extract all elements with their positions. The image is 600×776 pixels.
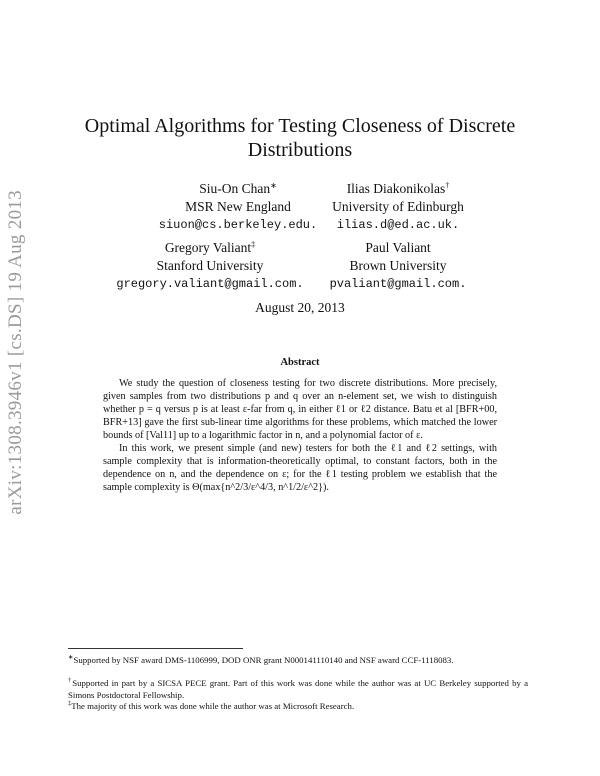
- author-block: [278, 177, 518, 234]
- author-name: Gregory Valiant‡: [164, 240, 256, 255]
- footnote-text: The majority of this work was done while the author was at Microsoft Research.: [71, 701, 355, 711]
- footnote-mark: †: [68, 677, 73, 684]
- author-email: gregory.valiant@gmail.com.: [116, 277, 304, 291]
- abstract-paragraph: We study the question of closeness testing for two discrete distributions. More precisely, given samples from two distributions p and q over an n-element set, we wish to distinguish whether p = q versus p is at least ε-far from q, in either ℓ1 or ℓ2 distance. Batu et al [BFR+00, BFR+13] gave the first sub-linear time algorithms for these problems, which matched the lower bounds of [Val11] up to a logarithmic factor in n, and a polynomial factor of ε.: [103, 378, 497, 441]
- author-affiliation: MSR New England: [185, 199, 291, 214]
- arxiv-id: arXiv:1308.3946v1 [cs.DS] 19 Aug 2013: [5, 190, 26, 515]
- title-line-1: Optimal Algorithms for Testing Closeness of Discrete: [84, 115, 516, 137]
- author-name: Siu-On Chan∗: [199, 181, 277, 196]
- abstract-paragraph: In this work, we present simple (and new) testers for both the ℓ1 and ℓ2 settings, with sample complexity that is information-theoretically optimal, to constant factors, both in the dependence on n, and the dependence on ε; for the ℓ1 testing problem we establish that the sample complexity is Θ(max{n^2/3/ε^4/3, n^1/2/ε^2}).: [103, 443, 497, 493]
- author-affiliation: University of Edinburgh: [332, 199, 464, 214]
- author-email: ilias.d@ed.ac.uk.: [336, 218, 460, 232]
- footnote-text: Supported by NSF award DMS-1106999, DOD ONR grant N000141110140 and NSF award CCF-1118083.: [73, 655, 454, 665]
- footnote: [68, 652, 528, 667]
- author-email: siuon@cs.berkeley.edu.: [158, 218, 318, 232]
- footnote: [68, 698, 528, 713]
- paper-title: [70, 114, 530, 162]
- title-line-2: Distributions: [247, 139, 353, 161]
- author-block: [288, 236, 508, 293]
- footnote-text: Supported in part by a SICSA PECE grant. Part of this work was done while the author was at UC Berkeley supported by a Simons Postdoctoral Fellowship.: [68, 678, 528, 700]
- footnote-mark: ∗: [68, 654, 74, 661]
- footnote-mark: ‡: [68, 700, 72, 707]
- publication-date: August 20, 2013: [255, 300, 345, 315]
- author-affiliation: Brown University: [349, 258, 447, 273]
- author-name: Ilias Diakonikolas†: [346, 181, 450, 196]
- abstract-body: [103, 377, 497, 494]
- abstract-heading: Abstract: [280, 357, 320, 368]
- footnote-rule: [68, 648, 243, 649]
- author-name: Paul Valiant: [365, 240, 431, 255]
- author-affiliation: Stanford University: [156, 258, 264, 273]
- author-block: [100, 236, 320, 293]
- author-email: pvaliant@gmail.com.: [329, 277, 467, 291]
